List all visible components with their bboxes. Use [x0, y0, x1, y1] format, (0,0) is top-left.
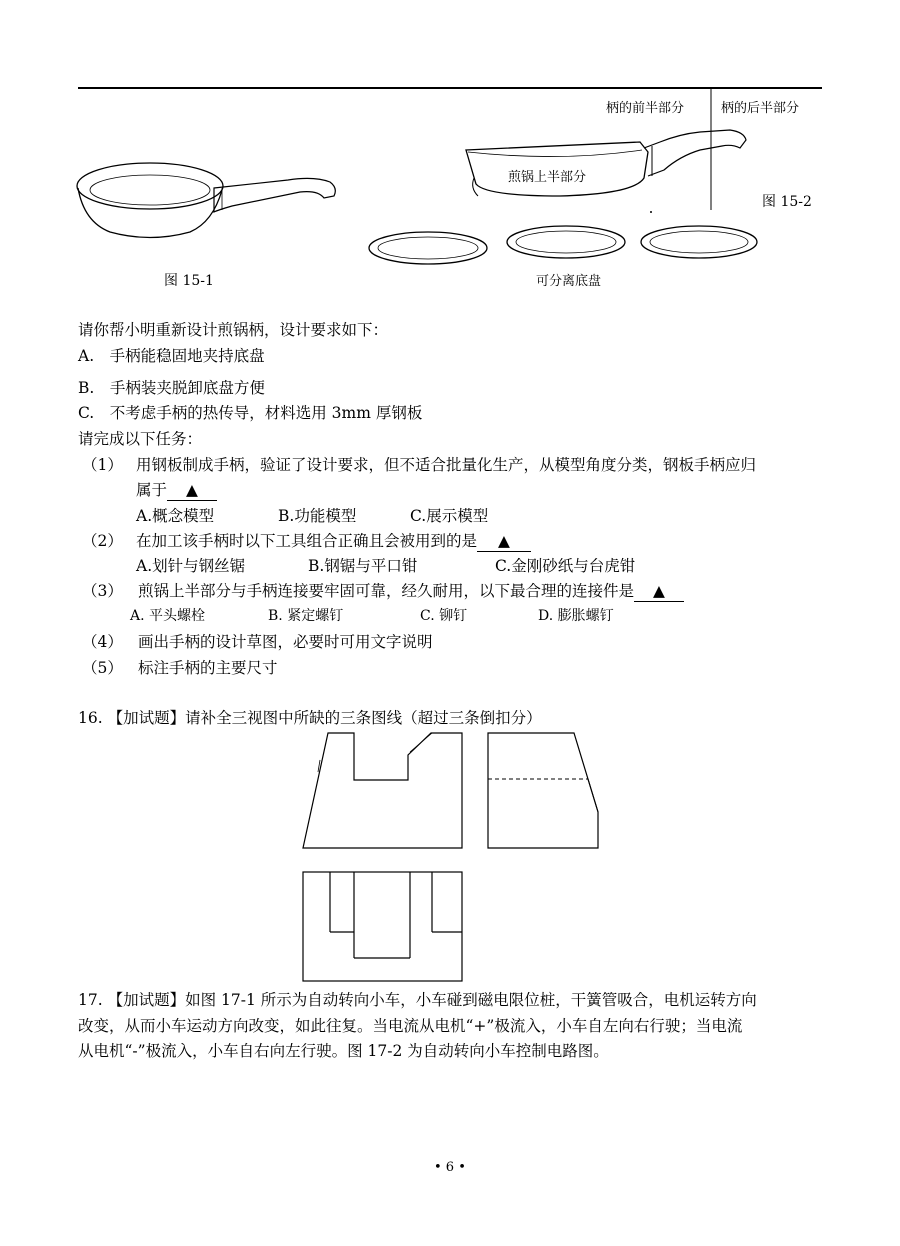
q17-line2: 改变，从而小车运动方向改变，如此往复。当电流从电机“+”极流入，小车自左向右行驶；当电流	[78, 1017, 743, 1035]
q15-intro: 请你帮小明重新设计煎锅柄，设计要求如下：	[78, 321, 389, 339]
task2-question: 在加工该手柄时以下工具组合正确且会被用到的是	[136, 532, 478, 550]
q15-tasks-intro: 请完成以下任务：	[78, 430, 203, 448]
task3-option-a: A. 平头螺栓	[130, 608, 206, 624]
task5-text: 标注手柄的主要尺寸	[138, 659, 278, 677]
caption-15-2: 图 15-2	[762, 194, 812, 210]
q15-requirement-c: C. 不考虑手柄的热传导，材料选用 3mm 厚钢板	[78, 404, 423, 422]
task3-option-b: B. 紧定螺钉	[268, 608, 344, 624]
task5-number: （5）	[82, 659, 123, 677]
task1-number: （1）	[82, 456, 123, 474]
label-handle-front: 柄的前半部分	[606, 101, 685, 116]
label-pan-upper: 煎锅上半部分	[508, 170, 587, 185]
task3-answer-blank[interactable]: ▲	[634, 581, 684, 602]
task2-answer-blank[interactable]: ▲	[477, 531, 531, 552]
task1-answer-blank[interactable]: ▲	[167, 480, 217, 501]
q15-requirement-b: B. 手柄装夹脱卸底盘方便	[78, 379, 265, 397]
task2-option-a: A.划针与钢丝锯	[136, 557, 246, 575]
task2-option-b: B.钢锯与平口钳	[308, 557, 418, 575]
task4-text: 画出手柄的设计草图，必要时可用文字说明	[138, 633, 433, 651]
task3-number: （3）	[82, 582, 123, 600]
q17-line3: 从电机“-”极流入，小车自右向左行驶。图 17-2 为自动转向小车控制电路图。	[78, 1042, 609, 1060]
q17-line1: 17. 【加试题】如图 17-1 所示为自动转向小车，小车碰到磁电限位桩，干簧管吸合，电机运转方向	[78, 991, 757, 1009]
caption-15-1: 图 15-1	[164, 273, 214, 289]
label-handle-back: 柄的后半部分	[721, 101, 800, 116]
page-number: • 6 •	[434, 1160, 466, 1175]
task1-cont-text: 属于	[136, 481, 168, 499]
caption-plates: 可分离底盘	[536, 274, 602, 289]
task2-number: （2）	[82, 532, 123, 550]
task3-question: 煎锅上半部分与手柄连接要牢固可靠，经久耐用，以下最合理的连接件是	[138, 582, 635, 600]
task4-number: （4）	[82, 633, 123, 651]
task2-option-c: C.金刚砂纸与台虎钳	[495, 557, 636, 575]
q16-text: 16. 【加试题】请补全三视图中所缺的三条图线（超过三条倒扣分）	[78, 709, 542, 727]
task1-option-b: B.功能模型	[278, 507, 357, 525]
task3-option-d: D. 膨胀螺钉	[538, 608, 614, 624]
q15-requirement-a: A. 手柄能稳固地夹持底盘	[78, 347, 265, 365]
task1-text: 用钢板制成手柄，验证了设计要求，但不适合批量化生产，从模型角度分类，钢板手柄应归	[136, 456, 757, 474]
task1-option-c: C.展示模型	[410, 507, 489, 525]
task1-option-a: A.概念模型	[136, 507, 215, 525]
task3-option-c: C. 铆钉	[420, 608, 468, 624]
